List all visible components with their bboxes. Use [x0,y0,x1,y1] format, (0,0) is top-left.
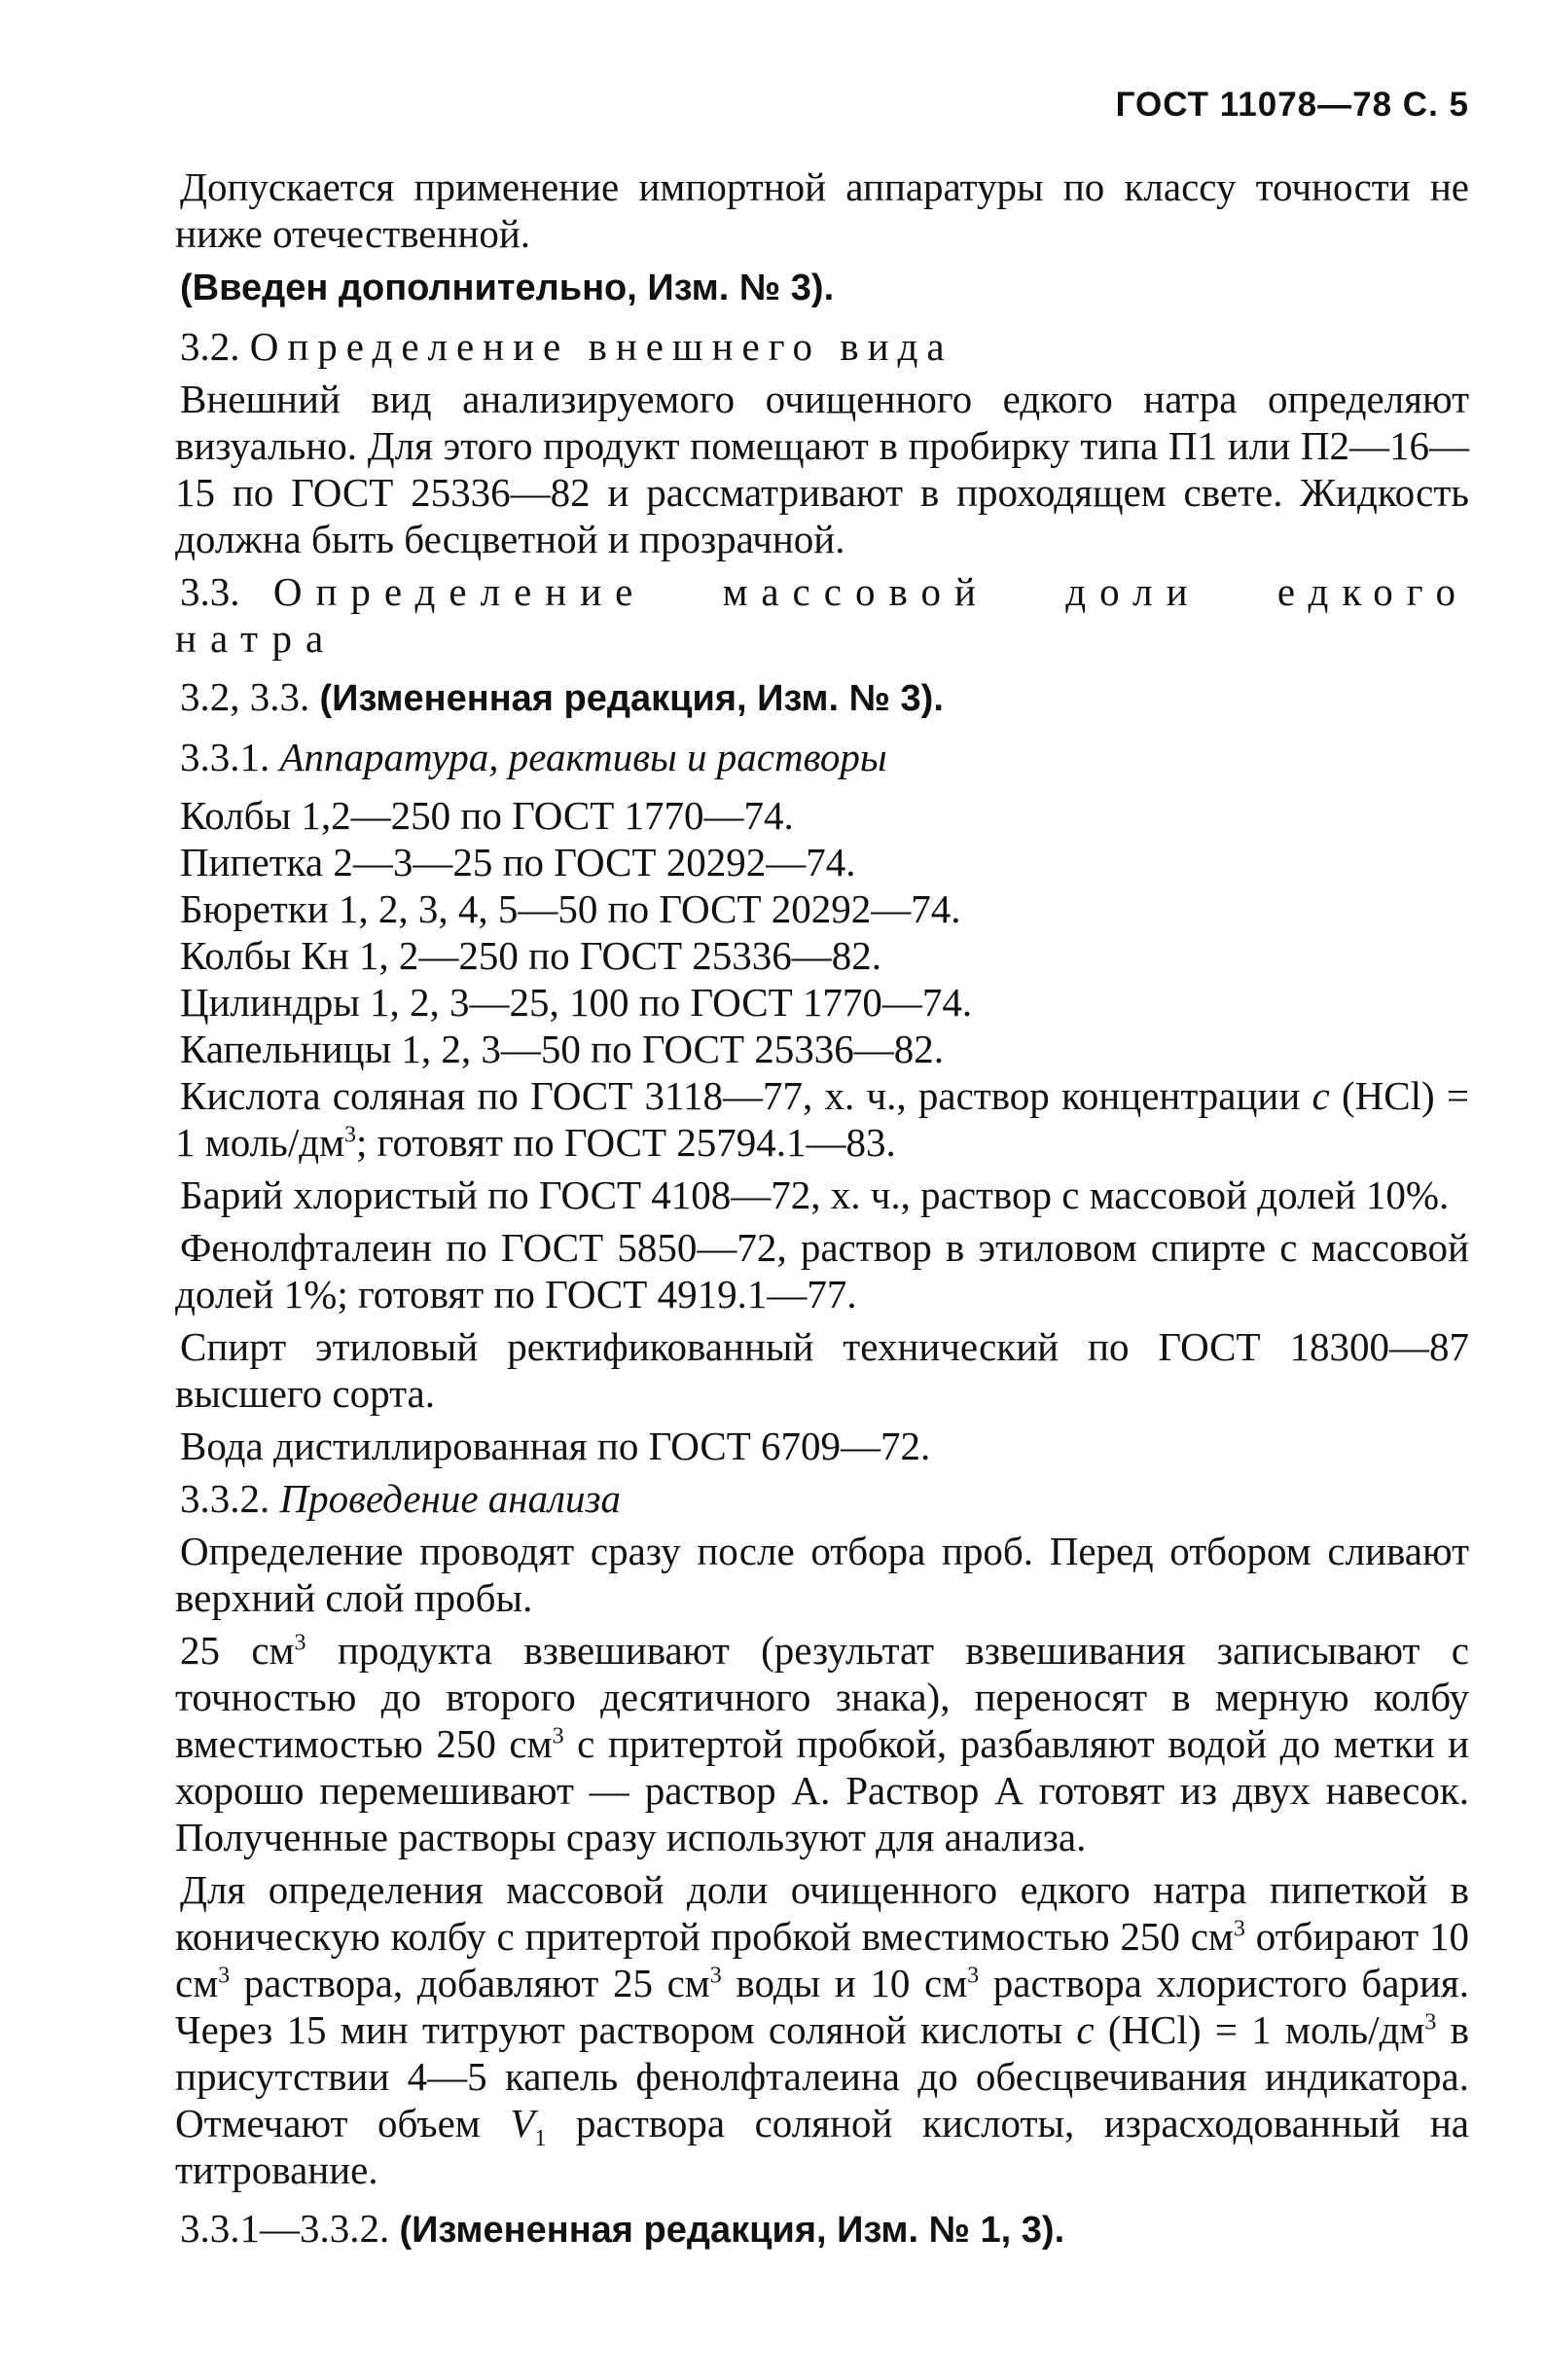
amendment-note-1-3 [175,2205,1469,2254]
paragraph-text: раствора соляной кислоты, израсходованный на титрование. [175,2101,1470,2192]
amendment-text: (Измененная редакция, Изм. № 1, 3). [399,2210,1065,2251]
section-title: Аппаратура, реактивы и растворы [279,735,887,779]
document-page [175,0,1469,2380]
section-title: Определение массовой доли едкого натра [175,569,1470,661]
formula-variable: V [510,2101,535,2146]
reagent-phenolphthalein: Фенолфталеин по ГОСТ 5850—72, раствор в этиловом спирте с массовой долей 1%; готовят по ГОСТ 4919.1—77. [175,1225,1469,1316]
amendment-text: (Введен дополнительно, Изм. № 3). [180,268,835,308]
section-title: Определение внешнего вида [249,324,953,369]
list-item: Пипетка 2—3—25 по ГОСТ 20292—74. [180,840,856,884]
formula-variable: c [1076,2007,1095,2052]
paragraph-text: с притертой пробкой, разбавляют водой до метки и хорошо перемешивают — раствор А. Раствор А готовят из двух навесок. Полученные растворы сразу используют для анализа. [175,1721,1470,1859]
section-3-3-1-heading [175,734,1469,780]
paragraph-weighing [175,1627,1469,1860]
list-item: Колбы 1,2—250 по ГОСТ 1770—74. [180,793,794,838]
section-number: 3.3. [180,569,240,614]
section-number: 3.2, 3.3. [180,674,310,719]
paragraph-text: воды и 10 см [721,1961,968,2005]
section-3-3-heading [175,568,1469,662]
superscript: 3 [1233,1916,1245,1942]
section-3-2-heading [175,323,1469,370]
page-header: ГОСТ 11078—78 С. 5 [1115,86,1469,124]
section-number: 3.3.1. [180,735,270,779]
superscript: 3 [218,1963,231,1989]
paragraph-import-equipment: Допускается применение импортной аппаратуры по классу точности не ниже отечественной. [175,164,1469,256]
amendment-text: (Измененная редакция, Изм. № 3). [319,678,944,719]
amendment-note-3-2-3-3 [175,673,1469,722]
reagent-text: Кислота соляная по ГОСТ 3118—77, х. ч., раствор концентрации [180,1073,1301,1118]
paragraph-text: в присутствии 4—5 капель фенолфталеина до обесцвечивания индикатора. Отмечают объем [175,2007,1469,2146]
reagent-spirit: Спирт этиловый ректификованный технический по ГОСТ 18300—87 высшего сорта. [175,1324,1469,1416]
paragraph-text: раствора хлористого бария. Через 15 мин титруют раствором соляной кислоты [175,1961,1470,2052]
reagent-text: ; готовят по ГОСТ 25794.1—83. [356,1120,896,1165]
superscript: 3 [344,1122,357,1148]
amendment-note-3 [175,263,1469,311]
formula-variable: c [1311,1073,1330,1118]
list-item: Капельницы 1, 2, 3—50 по ГОСТ 25336—82. [180,1027,945,1071]
section-number: 3.3.1—3.3.2. [180,2206,390,2251]
section-number: 3.3.2. [180,1476,270,1521]
paragraph-appearance: Внешний вид анализируемого очищенного едкого натра определяют визуально. Для этого продукт помещают в пробирку типа П1 или П2—16—15 по ГОСТ 25336—82 и рассматривают в проходящем свете. Жидкость должна быть бесцветной и прозрачной. [175,377,1469,561]
section-number: 3.2. [180,324,240,369]
reagent-barium: Барий хлористый по ГОСТ 4108—72, х. ч., раствор с массовой долей 10%. [180,1172,1450,1217]
paragraph-text: (HCl) = 1 моль/дм [1094,2007,1425,2052]
section-3-3-2-heading [175,1475,1469,1522]
reagent-water: Вода дистиллированная по ГОСТ 6709—72. [180,1424,931,1468]
paragraph-sampling: Определение проводят сразу после отбора проб. Перед отбором сливают верхний слой пробы. [175,1529,1469,1620]
list-item: Бюретки 1, 2, 3, 4, 5—50 по ГОСТ 20292—74. [180,886,961,931]
list-item: Цилиндры 1, 2, 3—25, 100 по ГОСТ 1770—74. [180,980,973,1025]
list-item: Колбы Кн 1, 2—250 по ГОСТ 25336—82. [180,933,882,978]
superscript: 3 [294,1630,306,1656]
paragraph-text: 25 см [180,1628,295,1673]
paragraph-titration [175,1866,1469,2193]
paragraph-text: раствора, добавляют 25 см [230,1961,710,2005]
superscript: 3 [967,1963,980,1989]
superscript: 3 [709,1963,722,1989]
subscript: 1 [534,2126,547,2152]
paragraph-text: продукта взвешивают (результат взвешивания записывают с точностью до второго десятичного знака), переносят в мерную колбу вместимостью 250 см [175,1628,1469,1766]
superscript: 3 [552,1723,564,1749]
reagent-text: (HCl) = 1 моль/дм [175,1073,1469,1165]
paragraph-text: Для определения массовой доли очищенного едкого натра пипеткой в коническую колбу с притертой пробкой вместимостью 250 см [175,1867,1469,1959]
section-title: Проведение анализа [279,1476,622,1521]
document-body [175,163,1469,2259]
reagent-hcl [175,1072,1469,1166]
equipment-list [175,792,1469,1072]
paragraph-text: отбирают 10 см [175,1914,1469,2005]
superscript: 3 [1424,2009,1437,2036]
